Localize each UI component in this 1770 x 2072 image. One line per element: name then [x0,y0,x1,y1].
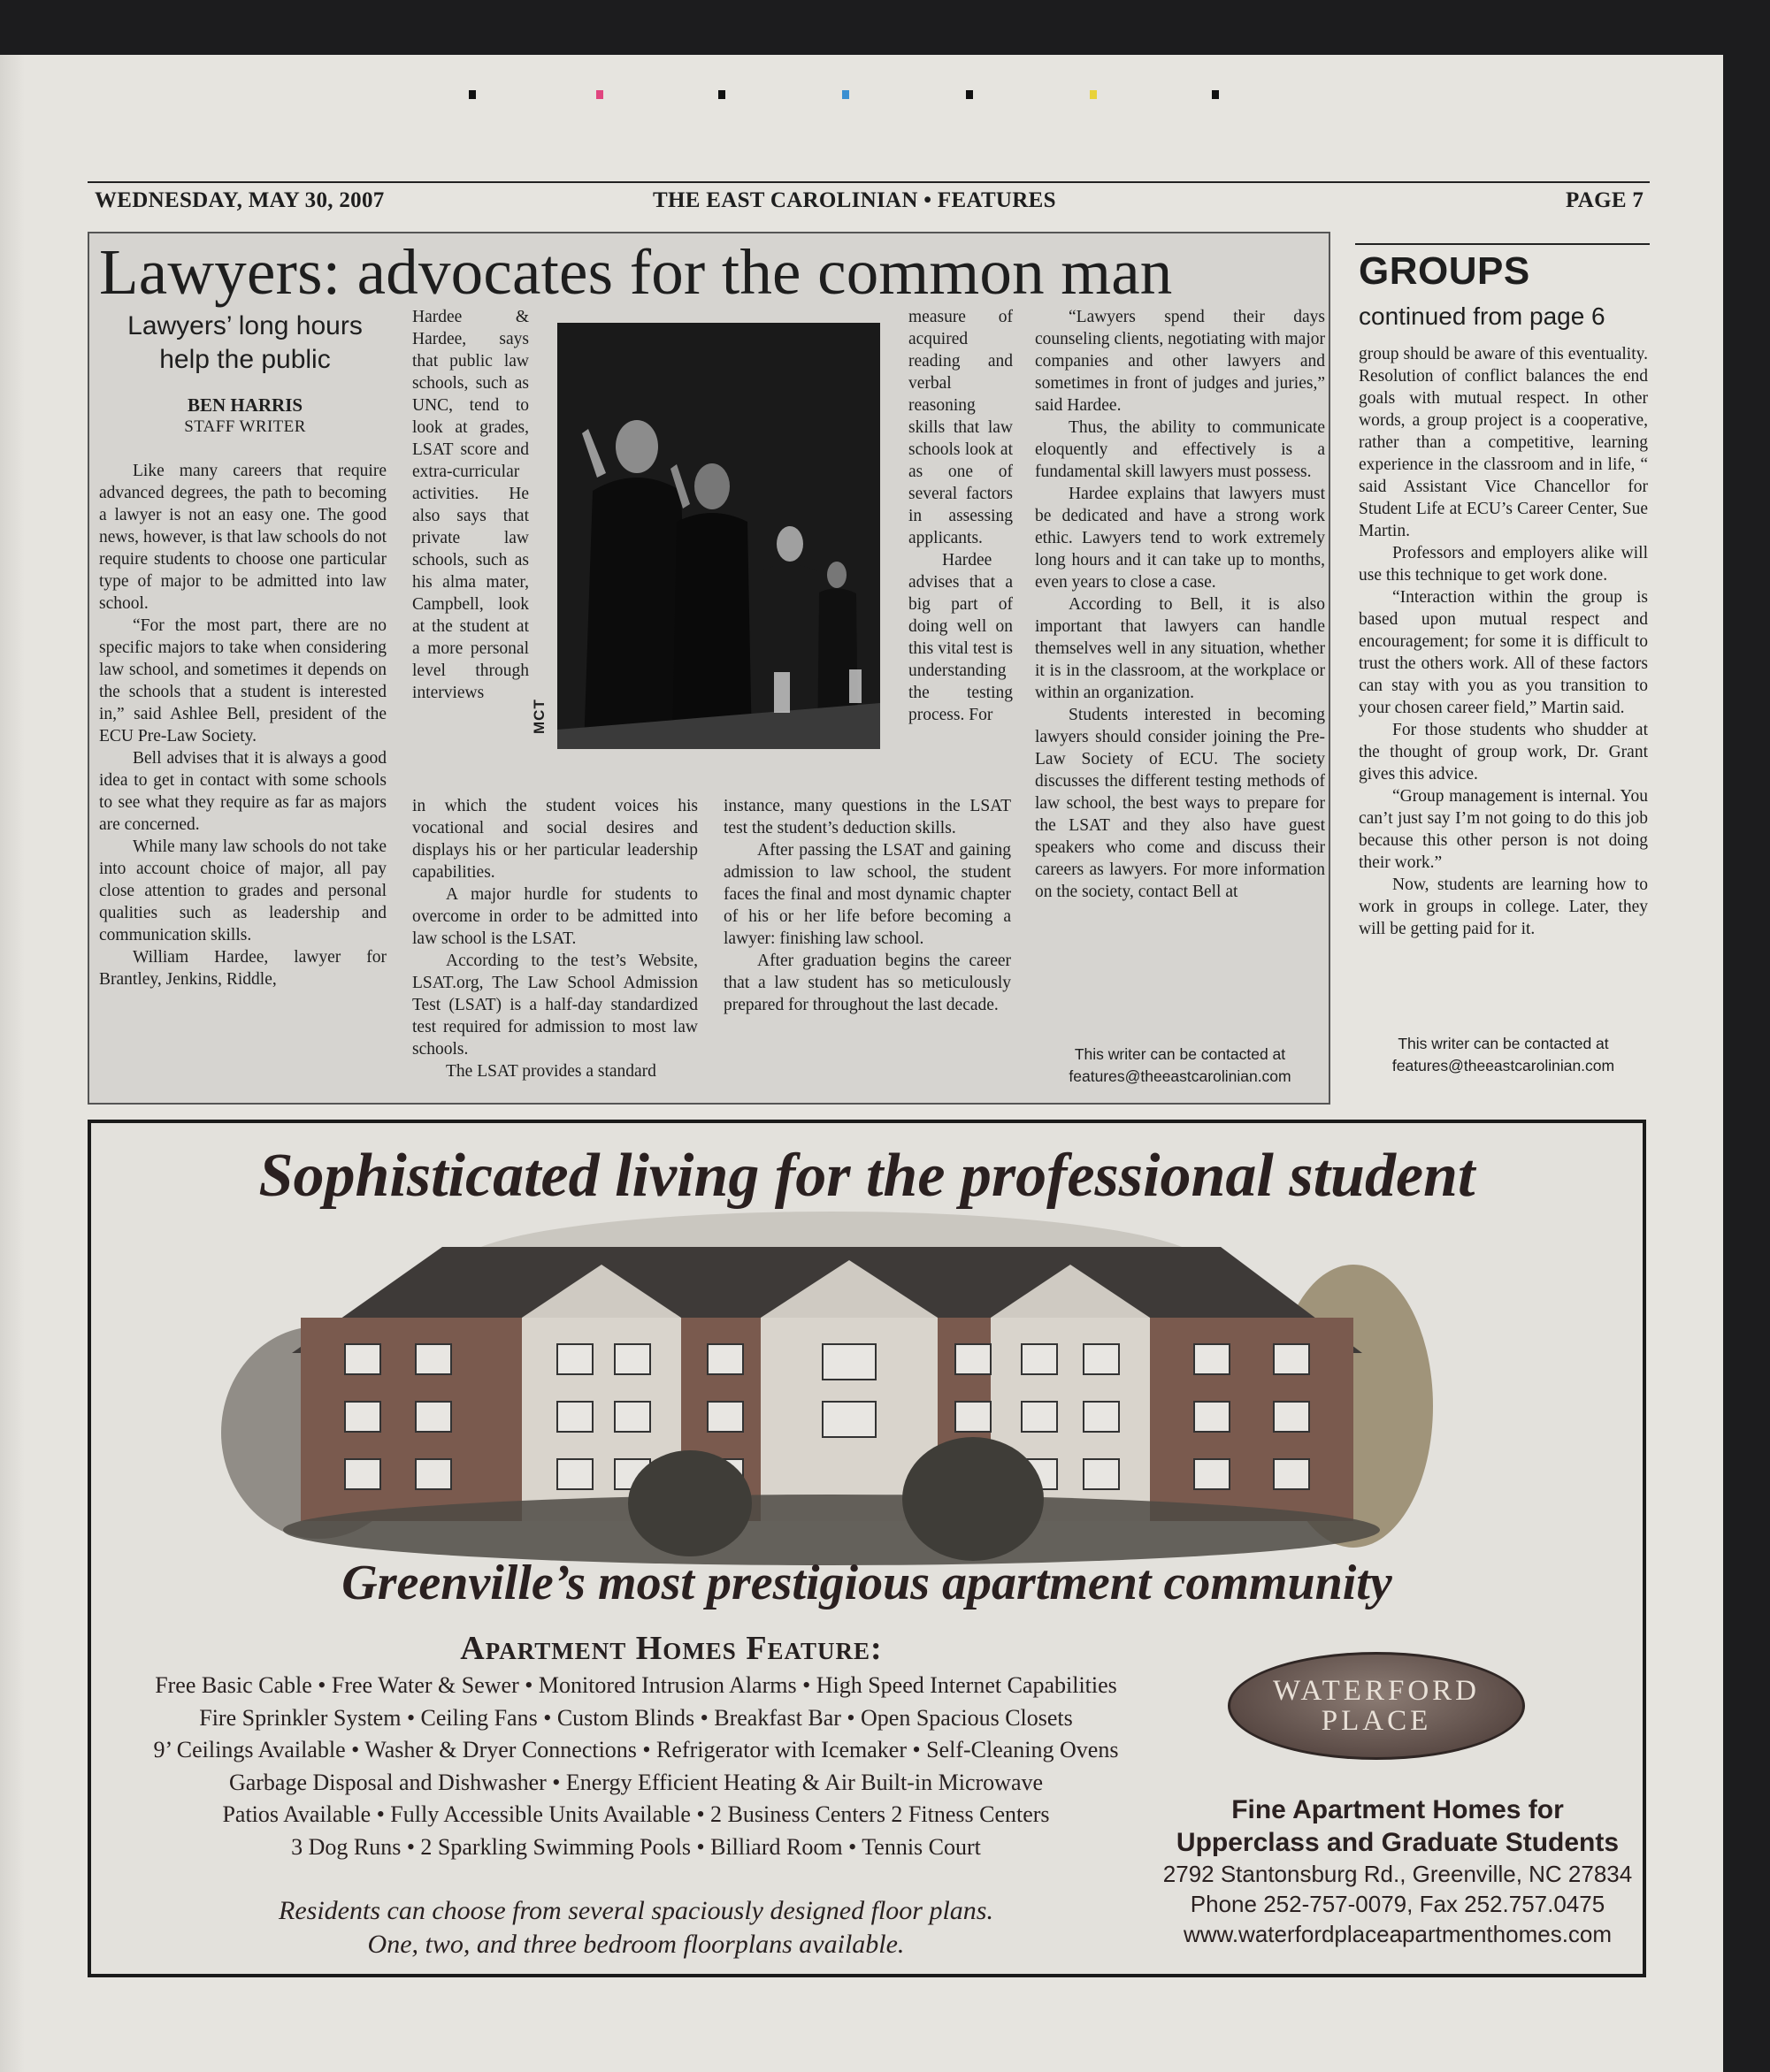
contact-label: This writer can be contacted at [1398,1035,1609,1052]
paragraph: After graduation begins the career that a law student has so meticulously prepared for throughout the last decade. [724,952,1011,1014]
registration-mark-magenta [596,90,603,99]
features-line: Patios Available • Fully Accessible Units Available • 2 Business Centers 2 Fitness Centers [222,1801,1050,1827]
article-column-4 [1035,306,1325,903]
contact-email: features@theeastcarolinian.com [1069,1067,1291,1085]
paragraph: Thus, the ability to communicate eloquently and effectively is a fundamental skill lawyers must possess. [1035,418,1325,481]
paragraph: “Interaction within the group is based upon mutual respect and encouragement; for some it is difficult to trust the others work. All of these factors can stay with you as you transition to your chosen career field,” Martin said. [1359,588,1648,717]
features-line: Fire Sprinkler System • Ceiling Fans • Custom Blinds • Breakfast Bar • Open Spacious Closets [199,1704,1073,1731]
page-fold-shadow [0,55,25,2072]
paragraph: William Hardee, lawyer for Brantley, Jenkins, Riddle, [99,948,387,989]
apartment-building-illustration [212,1212,1451,1565]
ad-contact-block [1150,1793,1645,1949]
features-heading: Apartment Homes Feature: [460,1630,883,1667]
paragraph: in which the student voices his vocational and social desires and displays his or her particular leadership capabilities. [412,797,698,882]
photo-illustration [557,323,880,749]
subhead-line: Lawyers’ long hours [127,311,363,340]
registration-mark-black [966,90,973,99]
article-column-1 [99,460,387,990]
paragraph: For those students who shudder at the thought of group work, Dr. Grant gives this advice. [1359,721,1648,784]
article-contact [1035,1044,1325,1088]
paragraph: According to the test’s Website, LSAT.org, The Law School Admission Test (LSAT) is a half-day standardized test required for admission to most law schools. [412,952,698,1059]
paragraph: According to Bell, it is also important that lawyers can handle themselves well in any situation, whether it is in the classroom, at the workplace or within an organization. [1035,595,1325,702]
article-column-3-wide [724,795,1011,1016]
registration-mark-black [469,90,476,99]
issue-date: WEDNESDAY, MAY 30, 2007 [95,188,385,212]
groups-column [1359,343,1648,940]
groups-rule [1355,243,1650,245]
groups-contact [1359,1033,1648,1077]
page-number: PAGE 7 [1566,188,1644,212]
paragraph: measure of acquired reading and verbal reasoning skills that law schools look at as one of several factors in assessing applicants. [908,308,1013,547]
article-column-2-narrow [412,306,529,704]
article-column-2-wide [412,795,698,1082]
paragraph: Bell advises that it is always a good idea to get in contact with some schools to see what they require as far as majors are concerned. [99,749,387,834]
paragraph: The LSAT provides a standard [446,1062,656,1081]
tagline-line: Fine Apartment Homes for [1231,1795,1564,1824]
ad-website-link[interactable]: www.waterfordplaceapartmenthomes.com [1183,1921,1613,1947]
floorplans-note [105,1894,1167,1961]
logo-line: WATERFORD [1272,1675,1481,1707]
groups-continued: continued from page 6 [1359,302,1605,330]
section-title: THE EAST CAROLINIAN • FEATURES [653,188,1056,212]
features-line: 3 Dog Runs • 2 Sparkling Swimming Pools • Billiard Room • Tennis Court [291,1833,981,1860]
waterford-place-logo [1228,1652,1525,1760]
features-list [105,1670,1167,1863]
subhead-line: help the public [159,345,331,374]
ad-headline: Sophisticated living for the professional student [258,1142,1475,1210]
paragraph: “Group management is internal. You can’t just say I’m not going to do this job because this other person is not doing their work.” [1359,787,1648,872]
registration-mark-black [1212,90,1219,99]
paragraph: Hardee & Hardee, says that public law schools, such as UNC, tend to look at grades, LSAT score and extra-curricular activities. He also says that private law schools, such as his alma mater, Campbell, look at the student at a more personal level through interviews [412,308,529,702]
floorplans-line: One, two, and three bedroom floorplans available. [367,1930,905,1959]
header-rule [88,181,1650,183]
groups-title: GROUPS [1359,249,1530,293]
logo-line: PLACE [1321,1705,1432,1737]
paragraph: instance, many questions in the LSAT test the student’s deduction skills. [724,797,1011,837]
tagline-line: Upperclass and Graduate Students [1176,1828,1620,1857]
article-subhead [99,310,391,377]
paragraph: Hardee explains that lawyers must be dedicated and have a strong work ethic. Lawyers tend to work extremely long hours and it can take up to months, even years to close a case. [1035,485,1325,592]
paragraph: “Lawyers spend their days counseling clients, negotiating with major companies and other lawyers and sometimes in front of judges and juries,” said Hardee. [1035,308,1325,415]
photo-credit: MCT [531,699,548,734]
byline-role: STAFF WRITER [184,417,306,436]
article-headline: Lawyers: advocates for the common man [99,236,1173,308]
registration-mark-yellow [1090,90,1097,99]
paragraph: A major hurdle for students to overcome in order to be admitted into law school is the LSAT. [412,885,698,948]
features-line: 9’ Ceilings Available • Washer & Dryer Connections • Refrigerator with Icemaker • Self-Cleaning Ovens [153,1737,1119,1762]
paragraph: Now, students are learning how to work in groups in college. Later, they will be getting paid for it. [1359,875,1648,938]
features-line: Garbage Disposal and Dishwasher • Energy Efficient Heating & Air Built-in Microwave [228,1769,1044,1795]
ad-subheadline: Greenville’s most prestigious apartment community [341,1556,1392,1610]
paragraph: Hardee advises that a big part of doing well on this vital test is understanding the testing process. For [908,551,1013,724]
paragraph: After passing the LSAT and gaining admission to law school, the student faces the final and most dynamic chapter of his or her life before becoming a lawyer: finishing law school. [724,841,1011,948]
ad-phone: Phone 252-757-0079, Fax 252.757.0475 [1190,1891,1605,1917]
courtroom-swearing-in-photo [557,323,880,749]
paragraph: Professors and employers alike will use this technique to get work done. [1359,544,1648,585]
paragraph: While many law schools do not take into account choice of major, all pay close attention to grades and personal qualities such as leadership and communication skills. [99,837,387,944]
paragraph: Like many careers that require advanced degrees, the path to becoming a lawyer is not an easy one. The good news, however, is that law schools do not require students to choose one particular type of major to be admitted into law school. [99,462,387,613]
paragraph: Students interested in becoming lawyers should consider joining the Pre-Law Society of ECU. The society discusses the different testing methods of law school, the best ways to prepare for the LSAT and they also have guest speakers who come and discuss their careers as lawyers. For more information on the society, contact Bell at [1035,706,1325,901]
registration-mark-black [718,90,725,99]
registration-mark-cyan [842,90,849,99]
features-line: Free Basic Cable • Free Water & Sewer • Monitored Intrusion Alarms • High Speed Internet Capabilities [155,1672,1117,1698]
paragraph: “For the most part, there are no specific majors to take when considering law school, and sometimes it depends on the schools that a student is interested in,” said Ashlee Bell, president of the ECU Pre-Law Society. [99,616,387,745]
contact-email: features@theeastcarolinian.com [1391,1057,1615,1074]
article-column-3-narrow [908,306,1013,726]
paragraph: group should be aware of this eventuality. Resolution of conflict balances the end goals with mutual respect. In other words, a group project is a cooperative, rather than a competitive, learning experience in the classroom and in life, “ said Assistant Vice Chancellor for Student Life at ECU’s Career Center, Sue Martin. [1359,345,1648,540]
floorplans-line: Residents can choose from several spaciously designed floor plans. [279,1896,993,1925]
article-byline: BEN HARRIS [187,394,303,416]
ad-address: 2792 Stantonsburg Rd., Greenville, NC 27834 [1162,1861,1633,1887]
contact-label: This writer can be contacted at [1074,1045,1286,1063]
